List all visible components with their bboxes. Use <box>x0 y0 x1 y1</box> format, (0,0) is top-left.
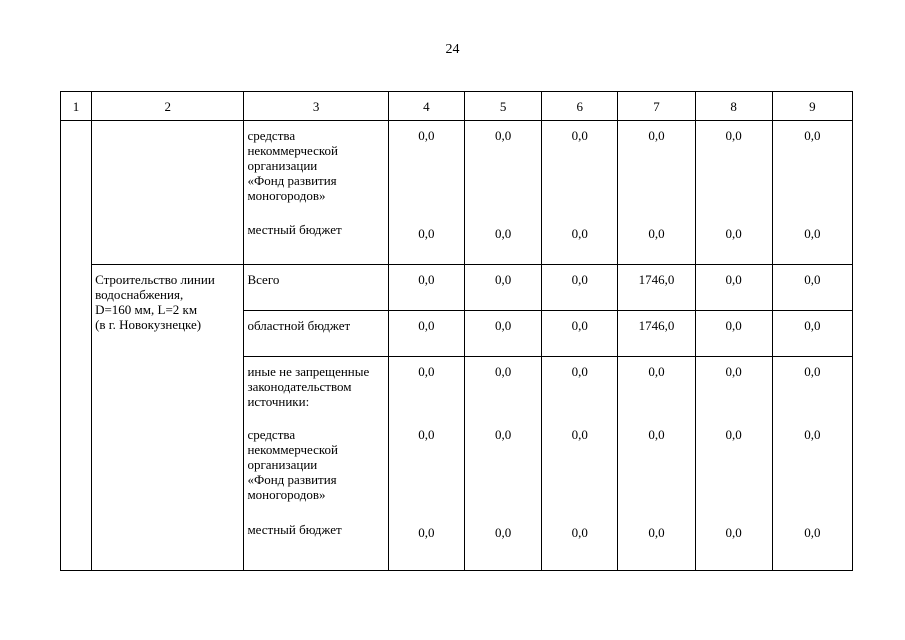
object-name-cell <box>92 121 244 265</box>
value: 0,0 <box>418 364 435 379</box>
header-cell: 3 <box>244 92 388 121</box>
source-cell <box>244 311 388 357</box>
value: 0,0 <box>418 226 435 241</box>
value: 0,0 <box>648 525 665 540</box>
value-cell <box>618 121 695 265</box>
value-cell <box>772 121 852 265</box>
value: 0,0 <box>725 272 742 287</box>
source-cell <box>244 121 388 265</box>
value-cell <box>618 265 695 311</box>
header-cell: 4 <box>388 92 464 121</box>
value: 0,0 <box>725 128 742 143</box>
row-label: средства некоммерческой организации «Фонд развития моногородов» <box>247 427 339 502</box>
value: 0,0 <box>494 128 512 143</box>
header-cell: 9 <box>772 92 852 121</box>
value-cell <box>542 311 618 357</box>
value-cell <box>695 121 772 265</box>
value: 0,0 <box>804 525 821 540</box>
value: 0,0 <box>494 364 512 379</box>
budget-table <box>60 91 853 571</box>
value: 0,0 <box>418 427 435 442</box>
row-label: средства некоммерческой организации «Фонд развития моногородов» <box>247 128 339 203</box>
value: 0,0 <box>804 427 821 442</box>
value: 0,0 <box>571 364 588 379</box>
value: 0,0 <box>571 272 588 287</box>
source-cell <box>244 265 388 311</box>
header-cell: 1 <box>61 92 92 121</box>
value: 0,0 <box>418 128 435 143</box>
source-cell <box>244 357 388 571</box>
value: 0,0 <box>804 128 821 143</box>
value: 0,0 <box>494 427 512 442</box>
header-cell: 7 <box>618 92 695 121</box>
row-label: иные не запрещенные законодательством источники: <box>247 364 370 409</box>
value: 0,0 <box>804 364 821 379</box>
page-number: 24 <box>445 42 460 57</box>
value: 0,0 <box>418 272 435 287</box>
row-label: областной бюджет <box>247 318 351 333</box>
value-cell <box>618 311 695 357</box>
value: 0,0 <box>571 318 588 333</box>
row-label: местный бюджет <box>247 522 342 537</box>
header-cell: 2 <box>92 92 244 121</box>
value-cell <box>772 265 852 311</box>
value: 0,0 <box>725 364 742 379</box>
value: 0,0 <box>804 226 821 241</box>
value: 0,0 <box>494 226 512 241</box>
value-cell <box>618 357 695 571</box>
value: 0,0 <box>418 525 435 540</box>
row-label: Всего <box>247 272 280 287</box>
value-cell <box>542 265 618 311</box>
value: 0,0 <box>418 318 435 333</box>
value-cell <box>465 121 542 265</box>
value: 0,0 <box>571 427 588 442</box>
value-cell <box>695 311 772 357</box>
header-cell: 5 <box>465 92 542 121</box>
value: 0,0 <box>571 525 588 540</box>
value-cell <box>465 357 542 571</box>
header-cell: 6 <box>542 92 618 121</box>
value: 0,0 <box>725 226 742 241</box>
value-cell <box>772 357 852 571</box>
value-cell <box>772 311 852 357</box>
value: 0,0 <box>804 318 821 333</box>
value: 0,0 <box>804 272 821 287</box>
value-cell <box>388 265 464 311</box>
object-name-cell <box>92 265 244 571</box>
value: 0,0 <box>494 318 512 333</box>
value-cell <box>388 121 464 265</box>
value-cell <box>465 311 542 357</box>
value-cell <box>388 311 464 357</box>
value: 0,0 <box>648 226 665 241</box>
value: 0,0 <box>494 525 512 540</box>
value: 0,0 <box>494 272 512 287</box>
value-cell <box>695 265 772 311</box>
value-cell <box>542 121 618 265</box>
value: 0,0 <box>725 525 742 540</box>
table-header-row <box>61 92 853 121</box>
header-cell: 8 <box>695 92 772 121</box>
value: 0,0 <box>725 318 742 333</box>
value: 0,0 <box>648 427 665 442</box>
value-cell <box>465 265 542 311</box>
row-label: местный бюджет <box>247 222 342 237</box>
value: 1746,0 <box>638 272 675 287</box>
value: 1746,0 <box>638 318 675 333</box>
index-cell <box>61 121 92 571</box>
object-name: Строительство линии водоснабжения, D=160 мм, L=2 км (в г. Новокузнецке) <box>95 272 215 332</box>
table-row <box>61 121 853 265</box>
value-cell <box>388 357 464 571</box>
value: 0,0 <box>571 128 588 143</box>
value: 0,0 <box>725 427 742 442</box>
value: 0,0 <box>648 128 665 143</box>
value-cell <box>695 357 772 571</box>
table-row <box>61 265 853 311</box>
value: 0,0 <box>648 364 665 379</box>
value-cell <box>542 357 618 571</box>
value: 0,0 <box>571 226 588 241</box>
